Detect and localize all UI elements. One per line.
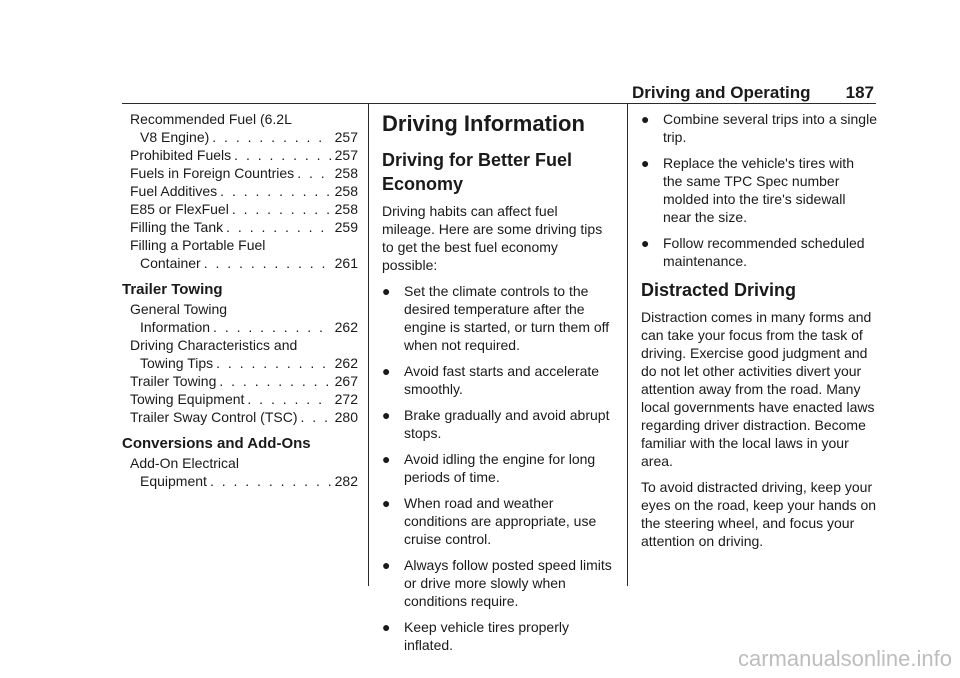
chapter-title: Driving Information: [382, 111, 585, 136]
toc-leader-dots: [212, 128, 330, 146]
toc-entry-line: Filling a Portable Fuel: [130, 237, 266, 253]
toc-entry-title: V8 Engine): [140, 129, 210, 145]
bullet-icon: ●: [382, 619, 391, 635]
toc-entry-page: 262: [334, 355, 358, 371]
bullet-item: [641, 110, 877, 146]
toc-entry-title: Container: [140, 255, 201, 271]
toc-entry-title: Equipment: [140, 473, 207, 489]
toc-entry[interactable]: [122, 472, 358, 490]
toc-leader-dots: [232, 200, 331, 218]
bullet-item: [382, 362, 612, 398]
header-rule: [122, 103, 876, 104]
toc-entry-line: Recommended Fuel (6.2L: [130, 111, 292, 127]
toc-entry[interactable]: [122, 182, 358, 200]
distracted-paragraph-2: To avoid distracted driving, keep your eyes on the road, keep your hands on the steering wheel, and focus your attention on driving.: [641, 479, 877, 549]
toc-entry-page: 261: [334, 255, 358, 271]
bullet-text: Keep vehicle tires properly inflated.: [404, 619, 569, 653]
bullet-text: Set the climate controls to the desired temperature after the engine is started, or turn them off when not required.: [404, 283, 610, 353]
bullet-text: When road and weather conditions are appropriate, use cruise control.: [404, 495, 597, 547]
toc-entry[interactable]: [122, 354, 358, 372]
toc-entry[interactable]: [122, 164, 358, 182]
toc-entry-page: 258: [334, 183, 358, 199]
column-divider-2: [627, 104, 628, 586]
bullet-text: Replace the vehicle's tires with the same TPC Spec number molded into the tire's sidewall near the size.: [663, 155, 854, 225]
toc-entry[interactable]: [122, 390, 358, 408]
toc-entry[interactable]: [122, 200, 358, 218]
toc-leader-dots: [297, 164, 330, 182]
bullet-text: Follow recommended scheduled maintenance.: [663, 235, 865, 269]
bullet-item: [641, 154, 877, 226]
bullet-icon: ●: [641, 155, 650, 171]
toc-entry-title: Trailer Sway Control (TSC): [130, 409, 298, 425]
fuel-tips-list: [382, 282, 612, 654]
toc-entry-line: General Towing: [130, 301, 228, 317]
toc-fuel-list: [122, 110, 358, 272]
bullet-text: Combine several trips into a single trip.: [663, 111, 877, 145]
toc-entry-page: 257: [334, 147, 358, 163]
bullet-text: Brake gradually and avoid abrupt stops.: [404, 407, 610, 441]
toc-entry-title: Towing Tips: [140, 355, 214, 371]
bullet-icon: ●: [641, 235, 650, 251]
toc-entry-line: Add-On Electrical: [130, 455, 239, 471]
bullet-text: Always follow posted speed limits or drive more slowly when conditions require.: [404, 557, 612, 609]
toc-entry-page: 262: [334, 319, 358, 335]
bullet-item: [382, 282, 612, 354]
toc-entry-page: 282: [334, 473, 358, 489]
toc-leader-dots: [247, 390, 330, 408]
distracted-paragraph-1: Distraction comes in many forms and can take your focus from the task of driving. Exercise good judgment and do not let other activities divert your attention away from the road. Many local governments have enacted laws regarding driver distraction. Become familiar with the local laws in your area.: [641, 309, 875, 469]
toc-leader-dots: [234, 146, 330, 164]
toc-leader-dots: [301, 408, 331, 426]
bullet-text: Avoid fast starts and accelerate smoothly.: [404, 363, 600, 397]
toc-entry[interactable]: [122, 372, 358, 390]
toc-entry-title: Filling the Tank: [130, 219, 224, 235]
toc-leader-dots: [210, 472, 331, 490]
watermark: carmanualsonline.info: [737, 646, 952, 671]
bullet-text: Avoid idling the engine for long periods of time.: [404, 451, 596, 485]
toc-trailer-list: [122, 300, 358, 426]
toc-entry-title: Fuel Additives: [130, 183, 218, 199]
toc-entry[interactable]: [122, 128, 358, 146]
toc-leader-dots: [204, 254, 331, 272]
toc-entry-title: Information: [140, 319, 211, 335]
toc-heading-trailer-towing: Trailer Towing: [122, 281, 223, 298]
toc-entry-page: 257: [334, 129, 358, 145]
toc-entry[interactable]: [122, 146, 358, 164]
body-column-3: [641, 110, 877, 558]
bullet-item: [382, 494, 612, 548]
toc-entry-title: Prohibited Fuels: [130, 147, 232, 163]
body-column-2: [382, 110, 612, 662]
bullet-icon: ●: [382, 283, 391, 299]
bullet-item: [382, 618, 612, 654]
toc-leader-dots: [220, 182, 330, 200]
toc-entry-page: 258: [334, 165, 358, 181]
bullet-item: [641, 234, 877, 270]
toc-entry[interactable]: [122, 408, 358, 426]
toc-entry-page: 258: [334, 201, 358, 217]
bullet-icon: ●: [382, 363, 391, 379]
toc-heading-conversions: Conversions and Add-Ons: [122, 435, 311, 452]
toc-leader-dots: [226, 218, 331, 236]
toc-conversions-list: [122, 454, 358, 490]
bullet-item: [382, 406, 612, 442]
toc-leader-dots: [219, 372, 330, 390]
running-head-title: Driving and Operating: [632, 83, 811, 102]
column-divider-1: [368, 104, 369, 586]
toc-leader-dots: [216, 354, 330, 372]
bullet-item: [382, 450, 612, 486]
bullet-icon: ●: [382, 407, 391, 423]
fuel-economy-intro: Driving habits can affect fuel mileage. Here are some driving tips to get the best fuel economy possible:: [382, 203, 603, 273]
bullet-item: [382, 556, 612, 610]
toc-entry-title: Fuels in Foreign Countries: [130, 165, 295, 181]
section-heading-fuel-economy: Driving for Better Fuel Economy: [382, 150, 573, 194]
toc-entry-page: 280: [334, 409, 358, 425]
fuel-tips-list-continued: [641, 110, 877, 270]
toc-entry-page: 267: [334, 373, 358, 389]
toc-entry-line: Driving Characteristics and: [130, 337, 298, 353]
bullet-icon: ●: [641, 111, 650, 127]
toc-entry-title: Towing Equipment: [130, 391, 245, 407]
toc-entry-page: 259: [334, 219, 358, 235]
page-number: 187: [845, 83, 874, 102]
bullet-icon: ●: [382, 451, 391, 467]
bullet-icon: ●: [382, 557, 391, 573]
toc-entry[interactable]: [122, 318, 358, 336]
toc-entry-title: Trailer Towing: [130, 373, 217, 389]
toc-entry-title: E85 or FlexFuel: [130, 201, 229, 217]
toc-entry-page: 272: [334, 391, 358, 407]
toc-leader-dots: [213, 318, 331, 336]
toc-entry[interactable]: [122, 254, 358, 272]
toc-column: [122, 110, 358, 490]
toc-entry[interactable]: [122, 218, 358, 236]
section-heading-distracted-driving: Distracted Driving: [641, 280, 797, 300]
bullet-icon: ●: [382, 495, 391, 511]
